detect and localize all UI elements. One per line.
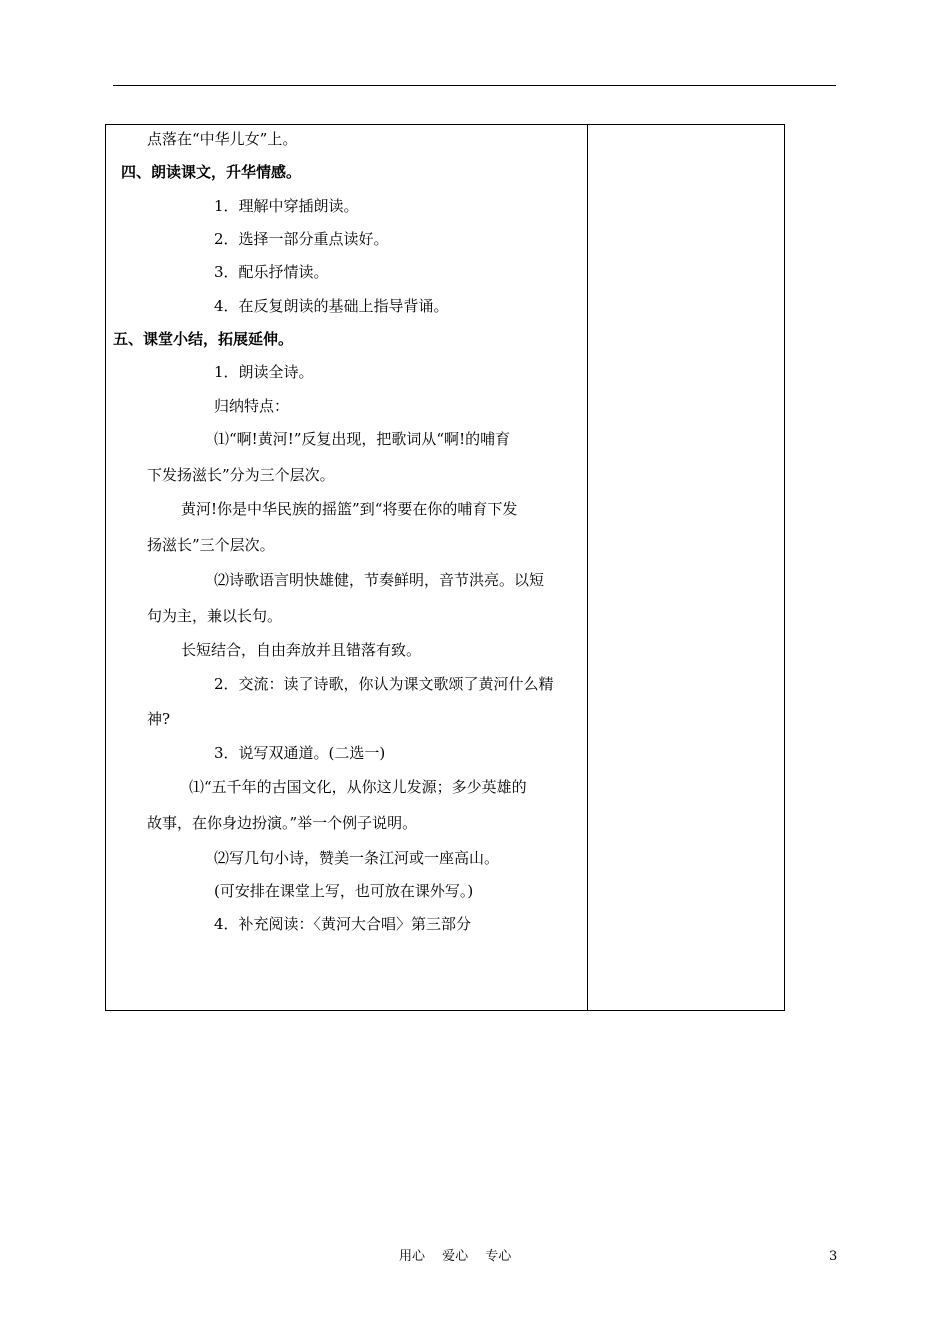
section-heading-4: 四、朗读课文，升华情感。 — [121, 163, 302, 181]
section-heading-5: 五、课堂小结，拓展延伸。 — [113, 330, 294, 348]
table-column-divider — [587, 124, 588, 1011]
text-line-23: (可安排在课堂上写，也可放在课外写。) — [214, 882, 474, 900]
text-line-20: ⑴“五千年的古国文化，从你这儿发源；多少英雄的 — [189, 778, 527, 796]
text-line-13: 扬滋长”三个层次。 — [147, 536, 275, 554]
text-line-22: ⑵写几句小诗，赞美一条江河或一座高山。 — [214, 849, 500, 867]
footer-motto: 用心 爱心 专心 — [399, 1249, 512, 1264]
text-line-5: 3．配乐抒情读。 — [214, 263, 329, 281]
text-line-10: ⑴“啊!黄河!”反复出现，把歌词从“啊!的哺育 — [214, 430, 511, 448]
text-line-14: ⑵诗歌语言明快雄健，节奏鲜明，音节洪亮。以短 — [214, 571, 545, 589]
text-line-8: 1．朗读全诗。 — [214, 363, 314, 381]
text-line-12: 黄河!你是中华民族的摇篮”到“将要在你的哺育下发 — [181, 500, 518, 518]
text-line-19: 3．说写双通道。(二选一) — [214, 744, 386, 762]
text-line-6: 4．在反复朗读的基础上指导背诵。 — [214, 297, 449, 315]
text-line-4: 2．选择一部分重点读好。 — [214, 230, 389, 248]
lesson-table — [105, 124, 785, 1011]
text-line-21: 故事，在你身边扮演。”举一个例子说明。 — [147, 814, 418, 832]
page-number: 3 — [829, 1249, 838, 1264]
text-line-11: 下发扬滋长”分为三个层次。 — [147, 466, 335, 484]
text-line-15: 句为主，兼以长句。 — [147, 607, 283, 625]
text-line-17: 2．交流：读了诗歌，你认为课文歌颂了黄河什么精 — [214, 675, 554, 693]
text-line-3: 1．理解中穿插朗读。 — [214, 197, 359, 215]
text-line-24: 4．补充阅读：〈黄河大合唱〉第三部分 — [214, 915, 472, 933]
text-line-1: 点落在“中华儿女”上。 — [147, 130, 298, 148]
header-rule — [113, 85, 836, 86]
text-line-16: 长短结合，自由奔放并且错落有致。 — [181, 641, 422, 659]
text-line-9: 归纳特点： — [214, 397, 290, 415]
text-line-18: 神? — [147, 710, 171, 728]
